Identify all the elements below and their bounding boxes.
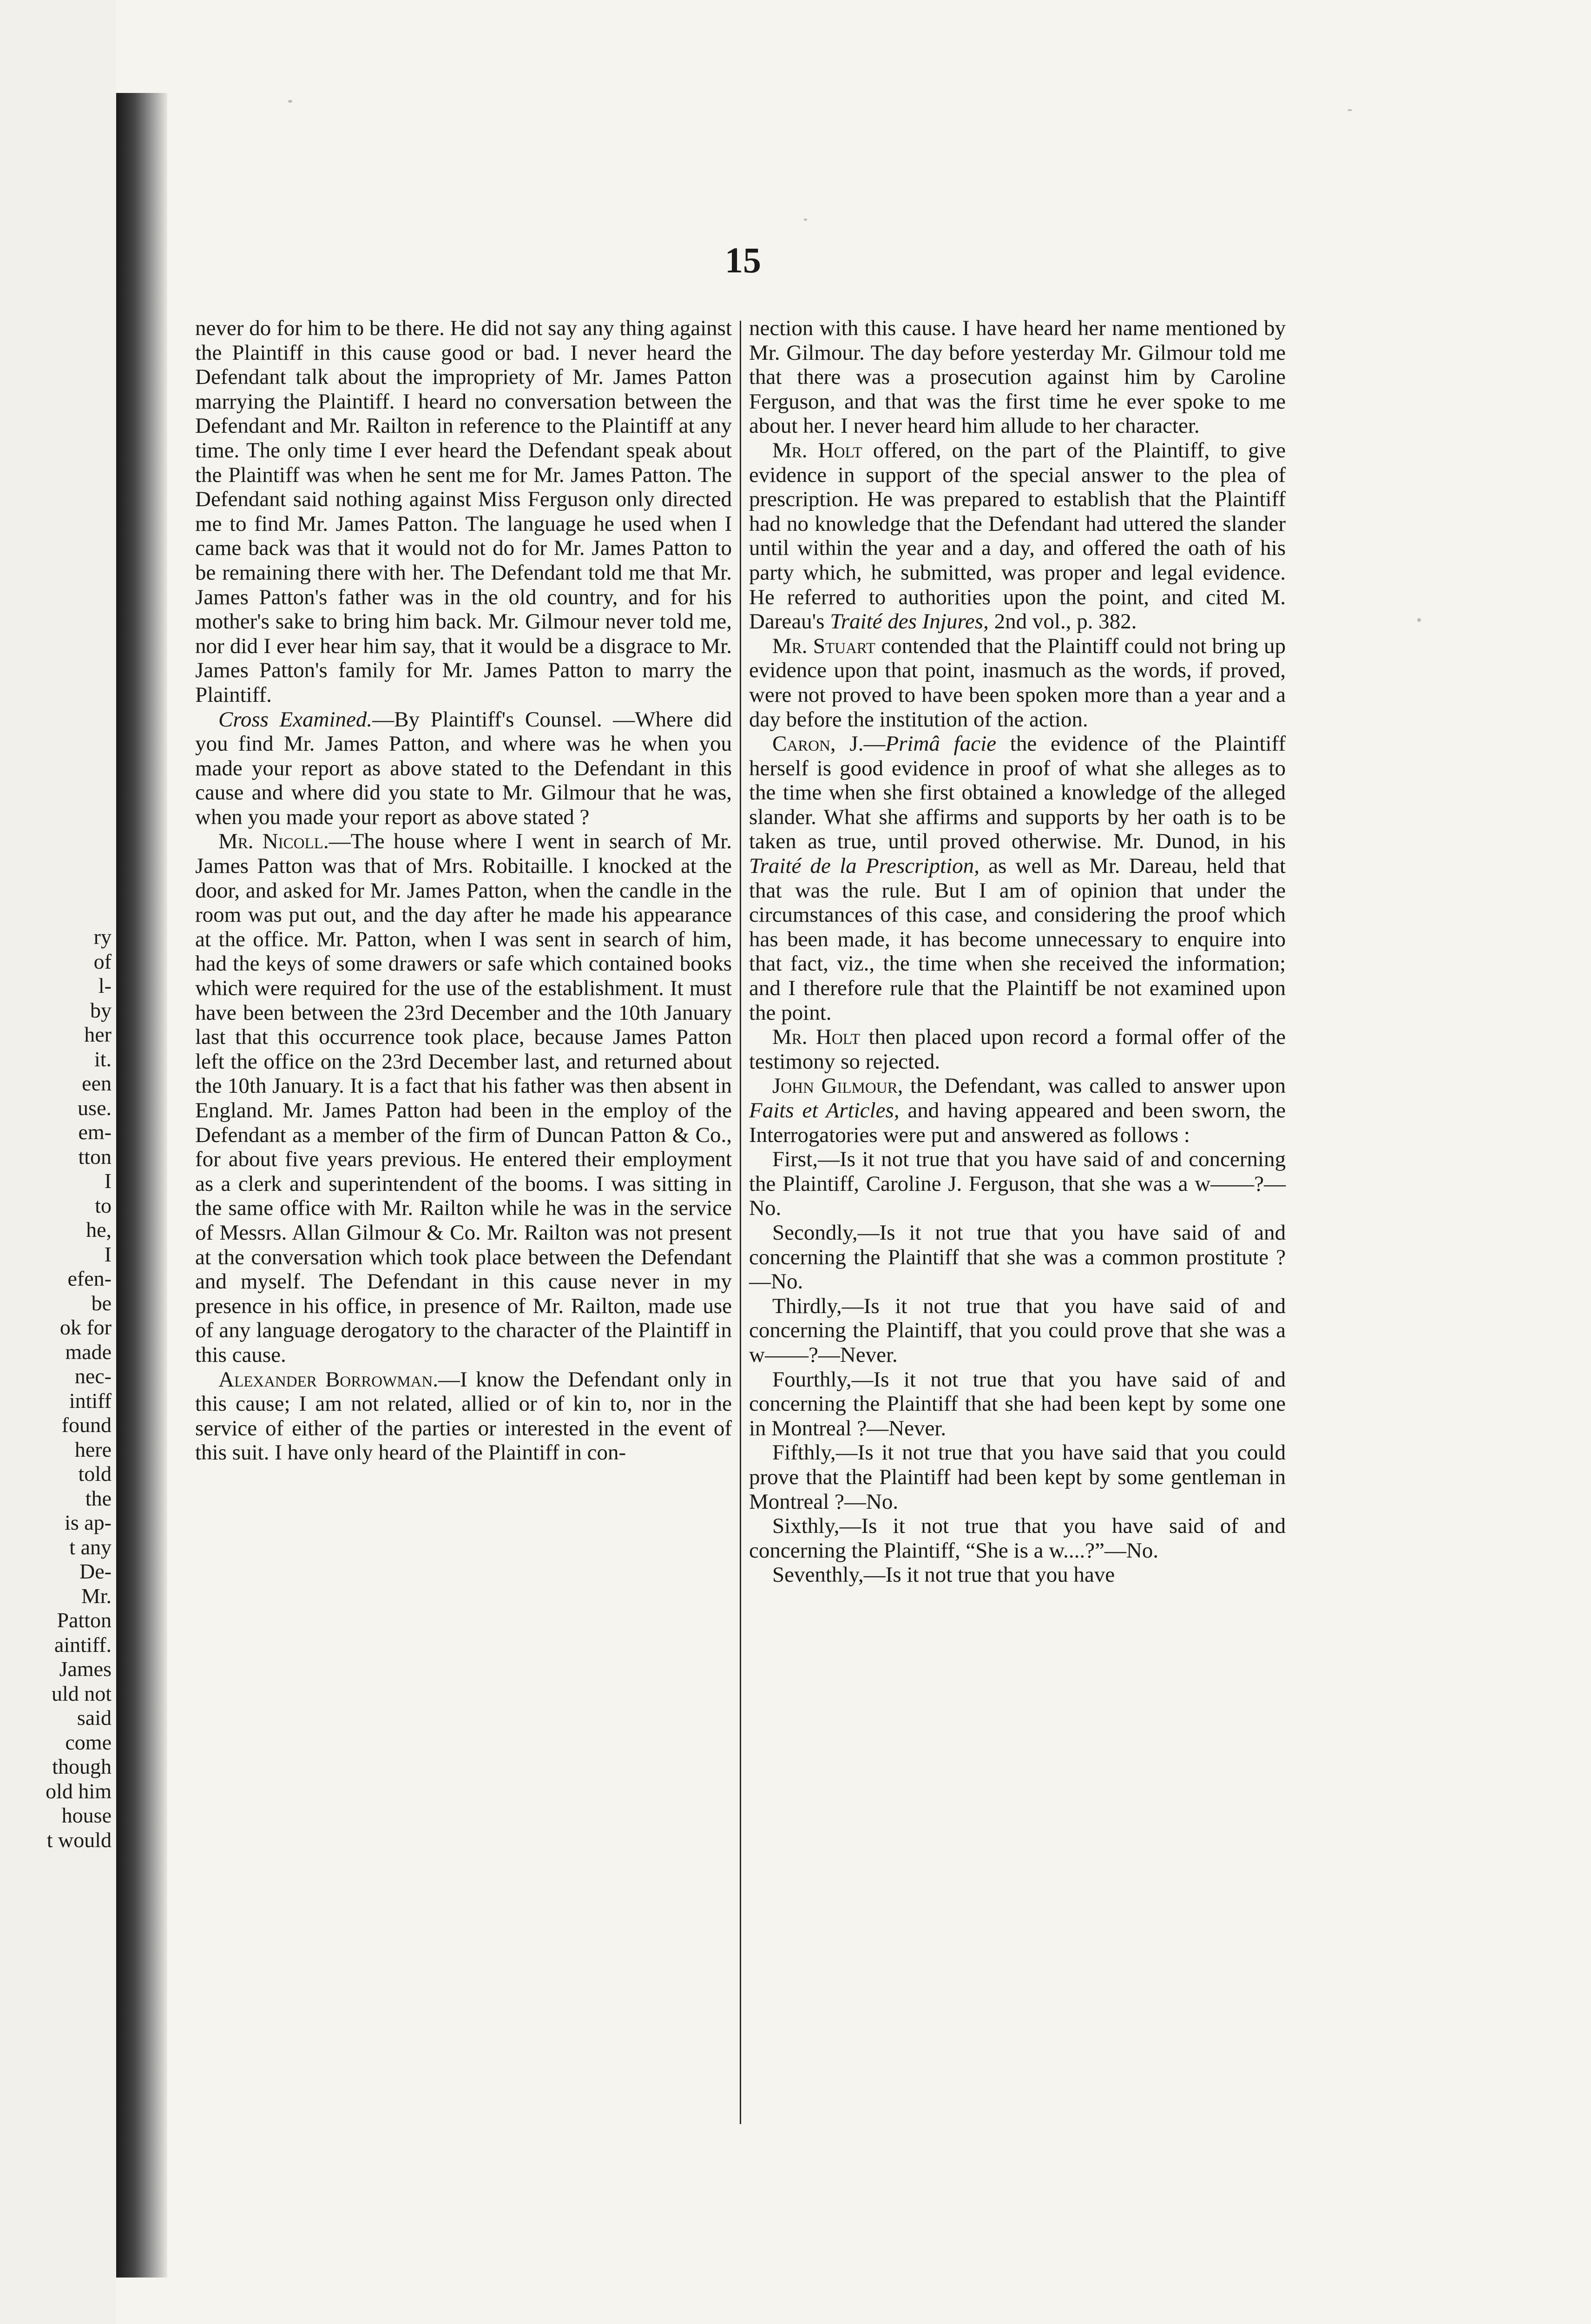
cited-title: Traité des Injures, — [830, 609, 989, 634]
paper-speck — [288, 100, 292, 103]
paragraph — [749, 732, 1286, 1025]
previous-page-fragments — [19, 925, 112, 1852]
margin-fragment: uld not — [51, 1681, 112, 1705]
paragraph-text: —I know the Defendant only in this cause; I am not related, allied or of kin to, nor in the service of either of the parties or interested in the event of this suit. I have only heard of the Plaintiff in con- — [195, 1367, 732, 1465]
margin-fragment: Patton — [57, 1608, 112, 1632]
margin-fragment: ry — [93, 925, 112, 949]
margin-fragment: made — [65, 1340, 112, 1364]
left-column — [195, 316, 732, 1465]
margin-fragment: here — [74, 1437, 112, 1461]
margin-fragment: een — [82, 1071, 112, 1095]
margin-fragment: James — [59, 1657, 112, 1681]
margin-fragment: use. — [78, 1096, 112, 1120]
margin-fragment: aintiff. — [54, 1632, 112, 1657]
speaker-name: Caron, J. — [772, 732, 864, 756]
margin-fragment: be — [91, 1291, 112, 1315]
page-number: 15 — [725, 240, 761, 280]
interrogatory: Fourthly,—Is it not true that you have said of and concerning the Plaintiff that she had been kept by some one in Montreal ?—Never. — [749, 1367, 1286, 1440]
speaker-name: Mr. Holt — [772, 1025, 860, 1050]
speaker-name: Mr. Holt — [772, 438, 862, 462]
speaker-name: Alexander Borrowman. — [218, 1367, 439, 1392]
dash: — — [863, 732, 886, 756]
paragraph-text: the Defendant, was called to answer upon — [903, 1074, 1286, 1098]
margin-fragment: of — [93, 949, 112, 973]
margin-fragment: her — [84, 1023, 112, 1046]
interrogatory: Fifthly,—Is it not true that you have said that you could prove that the Plaintiff had been kept by some gentleman in Montreal ?—No. — [749, 1440, 1286, 1514]
margin-fragment: I — [104, 1169, 112, 1193]
margin-fragment: I — [104, 1242, 112, 1266]
paper-speck — [1417, 618, 1421, 622]
paragraph-text: as well as Mr. Dareau, held that that was the rule. But I am of opinion that under the circumstances of this case, and considering the proof which has been made, it has become unnecessary to enquire into that fact, viz., the time when she received the information; and I therefore rule that the Plaintiff be not examined upon the point. — [749, 854, 1286, 1025]
binding-shadow — [116, 93, 167, 2278]
margin-fragment: to — [95, 1193, 112, 1217]
margin-fragment: it. — [94, 1047, 112, 1071]
margin-fragment: De- — [79, 1559, 112, 1583]
paragraph — [749, 1074, 1286, 1147]
margin-fragment: house — [61, 1803, 112, 1827]
interrogatory: Thirdly,—Is it not true that you have said of and concerning the Plaintiff, that you could prove that she was a w——?—Never. — [749, 1294, 1286, 1367]
paragraph: nection with this cause. I have heard her name mentioned by Mr. Gilmour. The day before yesterday Mr. Gilmour told me that there was a prosecution against him by Caroline Ferguson, and that was the first time he ever spoke to me about her. I never heard him allude to her character. — [749, 316, 1286, 438]
margin-fragment: l- — [98, 974, 112, 997]
margin-fragment: t would — [46, 1828, 112, 1852]
paragraph-text: then placed upon record a formal offer of the testimony so rejected. — [749, 1025, 1286, 1074]
margin-fragment: by — [90, 998, 112, 1022]
latin-phrase: Primâ facie — [885, 732, 997, 756]
margin-fragment: old him — [46, 1779, 112, 1803]
margin-fragment: he, — [86, 1218, 112, 1241]
paragraph — [749, 1025, 1286, 1074]
interrogatory: First,—Is it not true that you have said of and concerning the Plaintiff, Caroline J. Ferguson, that she was a w——?—No. — [749, 1147, 1286, 1221]
section-heading: Cross Examined. — [218, 707, 373, 732]
margin-fragment: efen- — [67, 1267, 112, 1290]
margin-fragment: ok for — [59, 1315, 112, 1339]
margin-fragment: come — [65, 1730, 112, 1754]
paragraph-text: —By Plaintiff's Counsel. —Where did you find Mr. James Patton, and where was he when you made your report as above stated to the Defendant in this cause and where did you state to Mr. Gilmour that he was, when you made your report as above stated ? — [195, 707, 732, 829]
margin-fragment: told — [78, 1462, 112, 1486]
paragraph-text: offered, on the part of the Plaintiff, to give evidence in support of the special answer to the plea of prescription. He was prepared to establish that the Plaintiff had no knowledge that the Defendant had uttered the slander until within the year and a day, and offered the oath of his party which, he submitted, was proper and legal evidence. He referred to authorities upon the point, and cited M. Dareau's — [749, 438, 1286, 634]
margin-fragment: tton — [78, 1144, 112, 1169]
paragraph-text: 2nd vol., p. 382. — [988, 609, 1137, 634]
cited-title: Faits et Articles, — [749, 1098, 900, 1122]
margin-fragment: the — [85, 1486, 112, 1510]
margin-fragment: though — [52, 1755, 112, 1778]
interrogatory: Secondly,—Is it not true that you have said of and concerning the Plaintiff that she was a common prostitute ?—No. — [749, 1220, 1286, 1294]
paragraph-text: and having appeared and been sworn, the Interrogatories were put and answered as follows : — [749, 1098, 1286, 1147]
margin-fragment: em- — [78, 1120, 112, 1144]
paragraph: never do for him to be there. He did not say any thing against the Plaintiff in this cause good or bad. I never heard the Defendant talk about the impropriety of Mr. James Patton marrying the Plaintiff. I heard no conversation between the Defendant and Mr. Railton in reference to the Plaintiff at any time. The only time I ever heard the Defendant speak about the Plaintiff was when he sent me for Mr. James Patton. The Defendant said nothing against Miss Ferguson only directed me to find Mr. James Patton. The language he used when I came back was that it would not do for Mr. James Patton to be remaining there with her. The Defendant told me that Mr. James Patton's father was in the old country, and for his mother's sake to bring him back. Mr. Gilmour never told me, nor did I ever hear him say, that it would be a disgrace to Mr. James Patton's family for Mr. James Patton to marry the Plaintiff. — [195, 316, 732, 707]
paragraph-text: the evidence of the Plaintiff herself is good evidence in proof of what she alleges as to the time when she first obtained a knowledge of the alleged slander. What she affirms and supports by her oath is to be taken as true, until proved otherwise. Mr. Dunod, in his — [749, 732, 1286, 854]
paper-speck — [804, 218, 807, 221]
paragraph — [749, 438, 1286, 634]
column-divider — [740, 321, 741, 2124]
margin-fragment: t any — [69, 1535, 112, 1559]
margin-fragment: Mr. — [81, 1584, 112, 1608]
paragraph — [195, 1367, 732, 1465]
paragraph — [749, 634, 1286, 732]
interrogatory: Seventhly,—Is it not true that you have — [772, 1563, 1115, 1587]
margin-fragment: found — [61, 1413, 112, 1437]
paragraph-text: contended that the Plaintiff could not bring up evidence upon that point, inasmuch as the words, if proved, were not proved to have been spoken more than a year and a day before the institution of the action. — [749, 634, 1286, 732]
speaker-name: Mr. Stuart — [772, 634, 875, 658]
paragraph — [195, 829, 732, 1367]
margin-fragment: is ap- — [65, 1511, 112, 1534]
paragraph-text: —The house where I went in search of Mr. James Patton was that of Mrs. Robitaille. I knocked at the door, and asked for Mr. James Patton, when the candle in the room was put out, and the day after he made his appearance at the office. Mr. Patton, when I was sent in search of him, had the keys of some drawers or safe which contained books which were required for the use of the establishment. It must have been between the 23rd December and the 10th January last that this occurrence took place, because James Patton left the office on the 23rd December last, and returned about the 10th January. It is a fact that his father was then absent in England. Mr. James Patton had been in the employ of the Defendant as a member of the firm of Duncan Patton & Co., for about five years previous. He entered their employment as a clerk and superintendent of the booms. I was sitting in the same office with Mr. Railton while he was in the service of Messrs. Allan Gilmour & Co. Mr. Railton was not present at the conversation which took place between the Defendant and myself. The Defendant in this cause never in my presence in his office, in presence of Mr. Railton, made use of any language derogatory to the character of the Plaintiff in this cause. — [195, 829, 732, 1367]
speaker-name: Mr. Nicoll. — [218, 829, 329, 854]
right-column — [749, 316, 1286, 1587]
interrogatory: Sixthly,—Is it not true that you have said of and concerning the Plaintiff, “She is a w....?”—No. — [749, 1514, 1286, 1563]
margin-fragment: nec- — [74, 1364, 112, 1388]
speaker-name: John Gilmour, — [772, 1074, 903, 1098]
cited-title: Traité de la Prescription, — [749, 854, 980, 878]
paper-speck — [1348, 109, 1352, 111]
margin-fragment: intiff — [69, 1388, 112, 1413]
margin-fragment: said — [77, 1706, 112, 1730]
paragraph — [195, 707, 732, 830]
